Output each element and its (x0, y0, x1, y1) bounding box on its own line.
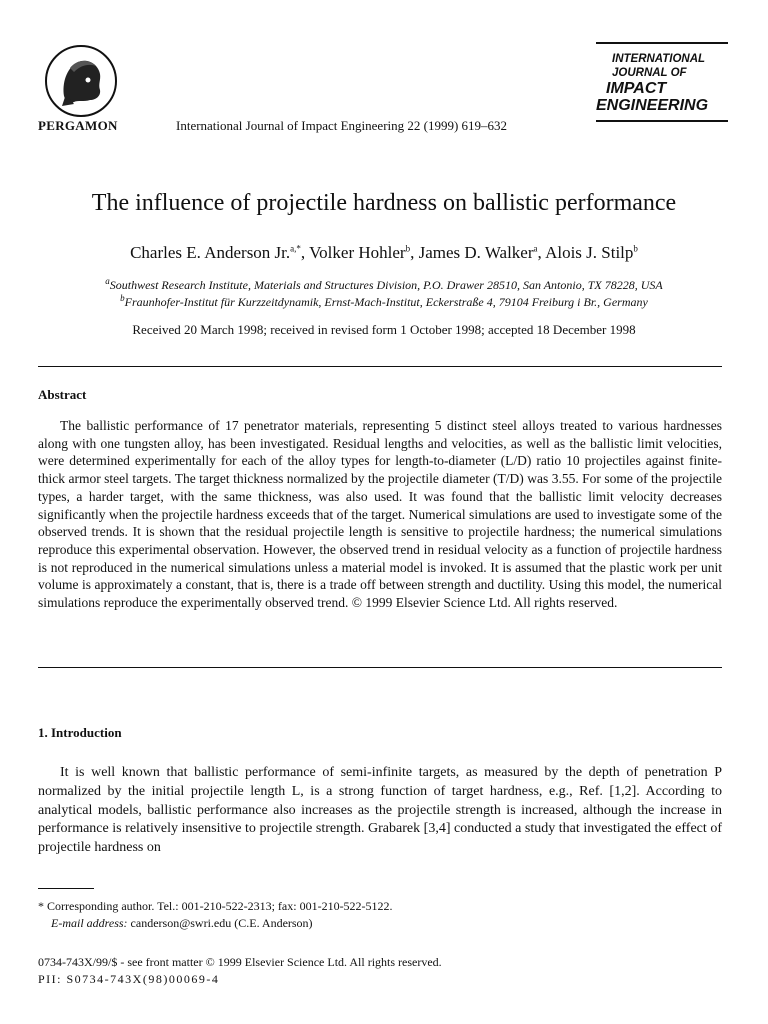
received-dates: Received 20 March 1998; received in revised form 1 October 1998; accepted 18 December 1998 (132, 322, 636, 337)
journal-logo-line3: IMPACT (606, 80, 667, 97)
affiliation-a (0, 278, 768, 293)
article-title: The influence of projectile hardness on ballistic performance (91, 190, 677, 216)
journal-logo-line2: JOURNAL OF (612, 67, 687, 79)
affiliation-b (0, 295, 768, 310)
abstract-heading: Abstract (38, 387, 87, 402)
author-3: , James D. Walker (410, 243, 534, 262)
journal-logo-line1: INTERNATIONAL (612, 53, 706, 65)
affiliation-a-text: Southwest Research Institute, Materials and Structures Division, P.O. Drawer 28510, San Antonio, TX 78228, USA (109, 278, 663, 292)
footnote-email-value: canderson@swri.edu (C.E. Anderson) (127, 916, 313, 930)
journal-citation: International Journal of Impact Engineering 22 (1999) 619–632 (176, 118, 508, 133)
author-list (0, 243, 768, 263)
section-heading-introduction: 1. Introduction (38, 725, 122, 740)
author-4: , Alois J. Stilp (537, 243, 634, 262)
footnote-email (38, 915, 735, 931)
footnote-corresponding: * Corresponding author. Tel.: 001-210-522-2313; fax: 001-210-522-5122. (38, 899, 393, 913)
journal-logo-line4: ENGINEERING (596, 97, 709, 114)
affiliation-a-sup: a (105, 276, 110, 286)
affiliation-b-text: Fraunhofer-Institut für Kurzzeitdynamik, Ernst-Mach-Institut, Eckerstraße 4, 79104 Freiburg i Br., Germany (124, 295, 648, 309)
footnote-email-label: E-mail address: (51, 916, 128, 930)
author-3-sup: a (533, 243, 538, 254)
footnote-separator (38, 888, 94, 889)
author-2-sup: b (405, 243, 411, 254)
issn-line: 0734-743X/99/$ - see front matter © 1999 Elsevier Science Ltd. All rights reserved. (38, 955, 442, 969)
introduction-body: It is well known that ballistic performance of semi-infinite targets, as measured by the depth of penetration P normalized by the initial projectile length L, is a strong function of target hardness, e.g., Ref. [1,2]. According to analytical models, ballistic performance also increases as the projectile strength is increased, although the increase in performance is relatively insensitive to projectile strength. Grabarek [3,4] conducted a study that investigated the effect of projectile hardness on (38, 765, 722, 856)
publisher-name: PERGAMON (38, 118, 118, 133)
author-2: , Volker Hohler (300, 243, 406, 262)
divider-top (38, 366, 722, 367)
author-1-sup: a,* (290, 243, 301, 254)
pergamon-head-logo (44, 44, 118, 118)
abstract-body: The ballistic performance of 17 penetrator materials, representing 5 distinct steel alloys treated to various hardnesses along with one tungsten alloy, has been investigated. Residual lengths and velocities, as well as the ballistic limit velocities, were determined experimentally for each of the alloy types for length-to-diameter (L/D) ratio 10 projectiles against finite-thick armor steel targets. The target thickness normalized by the projectile diameter (T/D) was 3.55. For some of the projectile types, a harder target, with the same thickness, was also used. It was found that the ballistic limit velocity decreases significantly when the projectile hardness exceeds that of the target. Numerical simulations are used to investigate some of the observed trends. It is shown that the residual projectile length is sensitive to projectile hardness; the numerical simulations reproduce this experimental observation. However, the observed trend in residual velocity as a function of projectile hardness is not reproduced in the numerical simulations unless a material model is invoked. It is assumed that the plastic work per unit volume is approximately a constant, that is, there is a trade off between strength and ductility. Using this model, the numerical simulations reproduce the experimentally observed trend. © 1999 Elsevier Science Ltd. All rights reserved. (38, 418, 722, 611)
divider-bottom (38, 667, 722, 668)
pii-line: PII: S0734-743X(98)00069-4 (38, 972, 220, 986)
author-4-sup: b (633, 243, 638, 254)
author-1: Charles E. Anderson Jr. (130, 243, 291, 262)
affiliation-b-sup: b (120, 293, 125, 303)
journal-logo (596, 42, 728, 122)
